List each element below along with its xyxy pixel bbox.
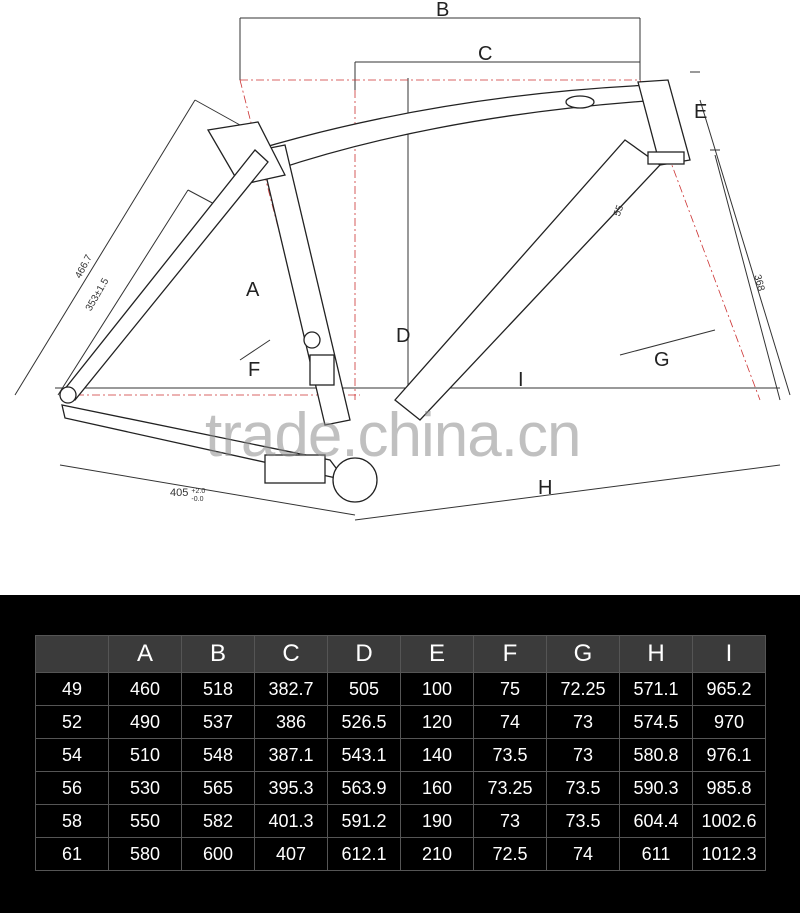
table-cell: 61 xyxy=(36,838,109,871)
table-cell: 73.25 xyxy=(474,772,547,805)
seat-tube xyxy=(260,145,350,425)
dim-chainstay-tol-plus: +2.0 xyxy=(191,488,206,495)
table-cell: 612.1 xyxy=(328,838,401,871)
label-g: G xyxy=(654,349,670,371)
table-cell: 52 xyxy=(36,706,109,739)
seat-tube-mount xyxy=(310,355,334,385)
top-tube xyxy=(255,85,660,170)
table-cell: 72.5 xyxy=(474,838,547,871)
table-cell: 73 xyxy=(547,706,620,739)
dim-seat-len: 353±1.5 xyxy=(83,276,112,314)
table-cell: 395.3 xyxy=(255,772,328,805)
table-cell: 1012.3 xyxy=(693,838,766,871)
dim-fork-len: 368 xyxy=(751,273,767,293)
table-cell: 490 xyxy=(109,706,182,739)
geometry-table xyxy=(35,635,766,871)
table-cell: 382.7 xyxy=(255,673,328,706)
cable-port xyxy=(566,96,594,108)
table-cell: 537 xyxy=(182,706,255,739)
table-cell: 73 xyxy=(547,739,620,772)
table-cell: 965.2 xyxy=(693,673,766,706)
table-cell: 976.1 xyxy=(693,739,766,772)
dimension-b-line xyxy=(240,18,640,80)
table-row xyxy=(36,739,766,772)
table-cell: 120 xyxy=(401,706,474,739)
table-cell: 160 xyxy=(401,772,474,805)
table-cell: 56 xyxy=(36,772,109,805)
table-cell: 73.5 xyxy=(547,805,620,838)
dim-headtube-small: 55 xyxy=(612,203,627,218)
dim-seatpost-len: 466.7 xyxy=(73,253,95,281)
label-h: H xyxy=(538,477,553,499)
table-cell: 75 xyxy=(474,673,547,706)
table-cell: 510 xyxy=(109,739,182,772)
label-d: D xyxy=(396,325,411,347)
table-row xyxy=(36,706,766,739)
table-cell: 565 xyxy=(182,772,255,805)
table-body xyxy=(36,673,766,871)
table-cell: 73 xyxy=(474,805,547,838)
table-cell: 386 xyxy=(255,706,328,739)
table-cell: 190 xyxy=(401,805,474,838)
label-i: I xyxy=(518,369,524,391)
dimension-h-line xyxy=(355,465,780,520)
down-tube xyxy=(395,140,660,420)
seat-stay xyxy=(60,150,268,400)
table-cell: 407 xyxy=(255,838,328,871)
table-row xyxy=(36,805,766,838)
table-cell: 580.8 xyxy=(620,739,693,772)
header-cell-d: D xyxy=(328,636,401,673)
geometry-table-panel xyxy=(0,595,800,913)
label-e: E xyxy=(694,101,708,123)
table-cell: 590.3 xyxy=(620,772,693,805)
label-f: F xyxy=(248,359,261,381)
label-a: A xyxy=(246,279,260,301)
table-cell: 72.25 xyxy=(547,673,620,706)
header-cell-b: B xyxy=(182,636,255,673)
table-cell: 140 xyxy=(401,739,474,772)
header-cell-f: F xyxy=(474,636,547,673)
table-cell: 387.1 xyxy=(255,739,328,772)
table-cell: 571.1 xyxy=(620,673,693,706)
header-cell-e: E xyxy=(401,636,474,673)
table-cell: 591.2 xyxy=(328,805,401,838)
header-cell-c: C xyxy=(255,636,328,673)
table-cell: 505 xyxy=(328,673,401,706)
table-cell: 530 xyxy=(109,772,182,805)
dimension-c-line xyxy=(355,62,640,90)
header-cell-g: G xyxy=(547,636,620,673)
table-cell: 1002.6 xyxy=(693,805,766,838)
header-cell-size xyxy=(36,636,109,673)
table-cell: 100 xyxy=(401,673,474,706)
table-cell: 580 xyxy=(109,838,182,871)
header-cell-h: H xyxy=(620,636,693,673)
watermark: trade.china.cn xyxy=(205,401,581,470)
table-cell: 548 xyxy=(182,739,255,772)
seat-tube-boss xyxy=(304,332,320,348)
table-cell: 73.5 xyxy=(474,739,547,772)
header-cell-a: A xyxy=(109,636,182,673)
seatpost-dimension-line xyxy=(15,100,240,395)
table-cell: 985.8 xyxy=(693,772,766,805)
table-cell: 970 xyxy=(693,706,766,739)
table-cell: 73.5 xyxy=(547,772,620,805)
table-row xyxy=(36,673,766,706)
table-row xyxy=(36,838,766,871)
table-cell: 563.9 xyxy=(328,772,401,805)
header-row xyxy=(36,636,766,673)
table-cell: 58 xyxy=(36,805,109,838)
table-cell: 543.1 xyxy=(328,739,401,772)
fork-dimension-line xyxy=(700,100,790,400)
table-cell: 611 xyxy=(620,838,693,871)
table-cell: 74 xyxy=(474,706,547,739)
dim-chainstay-main: 405 xyxy=(170,487,189,499)
table-cell: 574.5 xyxy=(620,706,693,739)
table-header xyxy=(36,636,766,673)
table-cell: 210 xyxy=(401,838,474,871)
seat-dimension-line xyxy=(58,190,218,395)
dim-chainstay xyxy=(170,488,205,504)
table-cell: 401.3 xyxy=(255,805,328,838)
table-cell: 582 xyxy=(182,805,255,838)
table-cell: 49 xyxy=(36,673,109,706)
header-cell-i: I xyxy=(693,636,766,673)
table-cell: 74 xyxy=(547,838,620,871)
label-c: C xyxy=(478,43,493,65)
headtube-lower-cup xyxy=(648,152,684,164)
label-b: B xyxy=(436,0,450,21)
table-cell: 604.4 xyxy=(620,805,693,838)
table-cell: 526.5 xyxy=(328,706,401,739)
dim-chainstay-tol-minus: -0.0 xyxy=(191,496,204,503)
table-cell: 600 xyxy=(182,838,255,871)
table-cell: 460 xyxy=(109,673,182,706)
table-cell: 550 xyxy=(109,805,182,838)
table-cell: 54 xyxy=(36,739,109,772)
table-row xyxy=(36,772,766,805)
rear-dropout xyxy=(60,387,76,403)
table-cell: 518 xyxy=(182,673,255,706)
